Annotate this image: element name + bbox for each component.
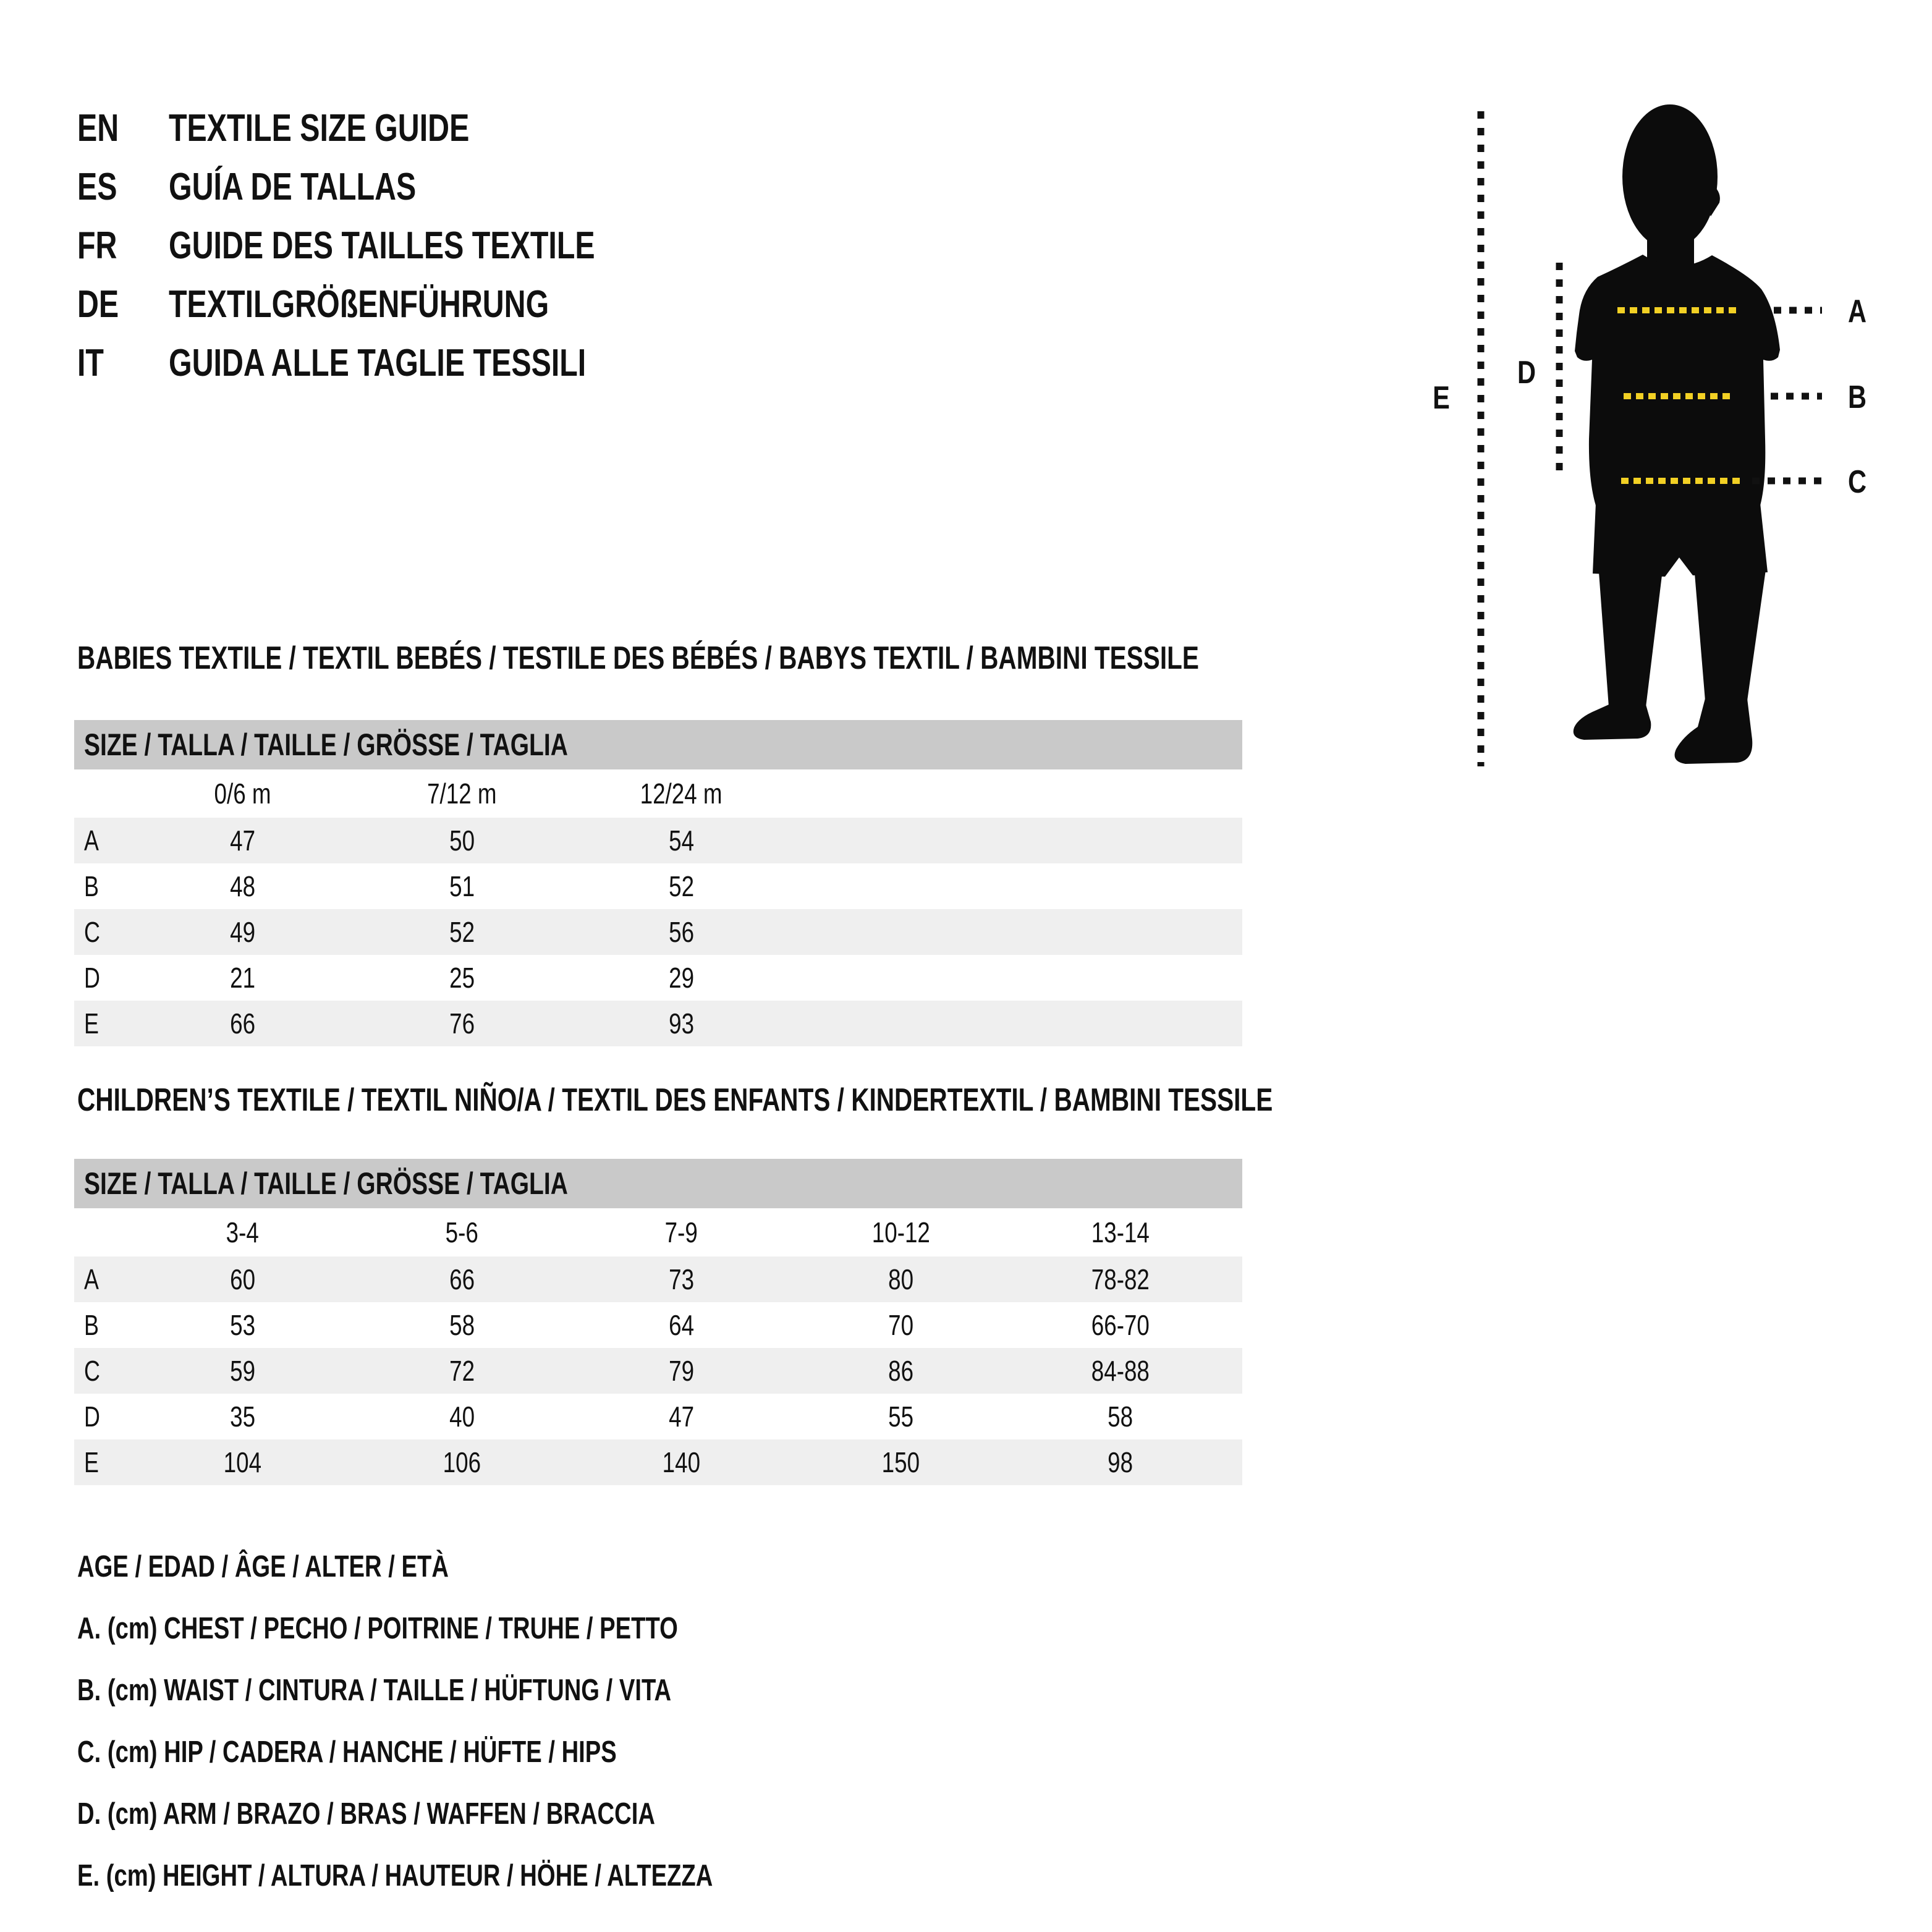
lang-row-es bbox=[77, 158, 715, 216]
measurement-diagram bbox=[1415, 93, 1932, 810]
label-e: E bbox=[1433, 379, 1450, 416]
lang-title-de: TEXTILGRÖßENFÜHRUNG bbox=[169, 283, 549, 326]
table-row: E 104 106 140 150 98 bbox=[74, 1439, 1242, 1485]
lang-title-it: GUIDA ALLE TAGLIE TESSILI bbox=[169, 342, 587, 384]
legend-hip: C. (cm) HIP / CADERA / HANCHE / HÜFTE / HIPS bbox=[77, 1735, 617, 1769]
children-col-3: 10-12 bbox=[871, 1216, 930, 1248]
lang-row-en bbox=[77, 99, 715, 158]
measurement-legend bbox=[77, 1536, 892, 1907]
legend-age: AGE / EDAD / ÂGE / ALTER / ETÀ bbox=[77, 1550, 449, 1583]
lang-code-de: DE bbox=[77, 283, 119, 326]
lang-code-es: ES bbox=[77, 166, 117, 208]
lang-title-fr: GUIDE DES TAILLES TEXTILE bbox=[169, 224, 595, 267]
table-row: C 49 52 56 bbox=[74, 909, 1242, 955]
babies-section-title: BABIES TEXTILE / TEXTIL BEBÉS / TESTILE DES BÉBÉS / BABYS TEXTIL / BAMBINI TESSILE bbox=[77, 640, 1199, 676]
children-size-header-bar: SIZE / TALLA / TAILLE / GRÖSSE / TAGLIA bbox=[74, 1159, 1242, 1208]
lang-code-it: IT bbox=[77, 342, 104, 384]
label-a: A bbox=[1848, 292, 1867, 329]
lang-title-es: GUÍA DE TALLAS bbox=[169, 166, 417, 208]
babies-column-headers bbox=[74, 769, 1242, 818]
lang-row-fr bbox=[77, 216, 715, 275]
legend-height: E. (cm) HEIGHT / ALTURA / HAUTEUR / HÖHE / ALTEZZA bbox=[77, 1859, 713, 1892]
children-column-headers bbox=[74, 1208, 1242, 1256]
babies-col-2: 12/24 m bbox=[640, 777, 722, 810]
babies-col-0: 0/6 m bbox=[214, 777, 271, 810]
lang-row-de bbox=[77, 275, 715, 334]
children-col-1: 5-6 bbox=[445, 1216, 479, 1248]
lang-row-it bbox=[77, 334, 715, 392]
lang-title-en: TEXTILE SIZE GUIDE bbox=[169, 107, 470, 150]
children-section-title: CHILDREN’S TEXTILE / TEXTIL NIÑO/A / TEXTIL DES ENFANTS / KINDERTEXTIL / BAMBINI TESSILE bbox=[77, 1082, 1273, 1118]
label-d: D bbox=[1517, 354, 1536, 391]
table-row: A 47 50 54 bbox=[74, 818, 1242, 863]
table-row: D 35 40 47 55 58 bbox=[84, 1400, 1133, 1433]
table-row: B 48 51 52 bbox=[84, 870, 694, 902]
lang-code-fr: FR bbox=[77, 224, 117, 267]
children-col-0: 3-4 bbox=[226, 1216, 260, 1248]
label-c: C bbox=[1848, 463, 1867, 500]
children-col-4: 13-14 bbox=[1091, 1216, 1150, 1248]
legend-waist: B. (cm) WAIST / CINTURA / TAILLE / HÜFTUNG / VITA bbox=[77, 1674, 672, 1707]
legend-chest: A. (cm) CHEST / PECHO / POITRINE / TRUHE / PETTO bbox=[77, 1612, 678, 1645]
children-size-table bbox=[74, 1159, 1242, 1485]
table-row: D 21 25 29 bbox=[84, 962, 694, 994]
lang-code-en: EN bbox=[77, 107, 119, 150]
children-col-2: 7-9 bbox=[664, 1216, 698, 1248]
table-row: E 66 76 93 bbox=[74, 1001, 1242, 1046]
child-silhouette bbox=[1574, 104, 1780, 764]
language-title-list bbox=[77, 99, 715, 392]
babies-size-table bbox=[74, 720, 1242, 1046]
table-row: A 60 66 73 80 78-82 bbox=[74, 1256, 1242, 1302]
table-row: B 53 58 64 70 66-70 bbox=[84, 1309, 1150, 1341]
label-b: B bbox=[1848, 378, 1867, 415]
legend-arm: D. (cm) ARM / BRAZO / BRAS / WAFFEN / BRACCIA bbox=[77, 1797, 655, 1831]
babies-col-1: 7/12 m bbox=[427, 777, 497, 810]
child-silhouette-figure bbox=[1415, 93, 1932, 810]
table-row: C 59 72 79 86 84-88 bbox=[74, 1348, 1242, 1394]
babies-size-header-bar: SIZE / TALLA / TAILLE / GRÖSSE / TAGLIA bbox=[74, 720, 1242, 769]
